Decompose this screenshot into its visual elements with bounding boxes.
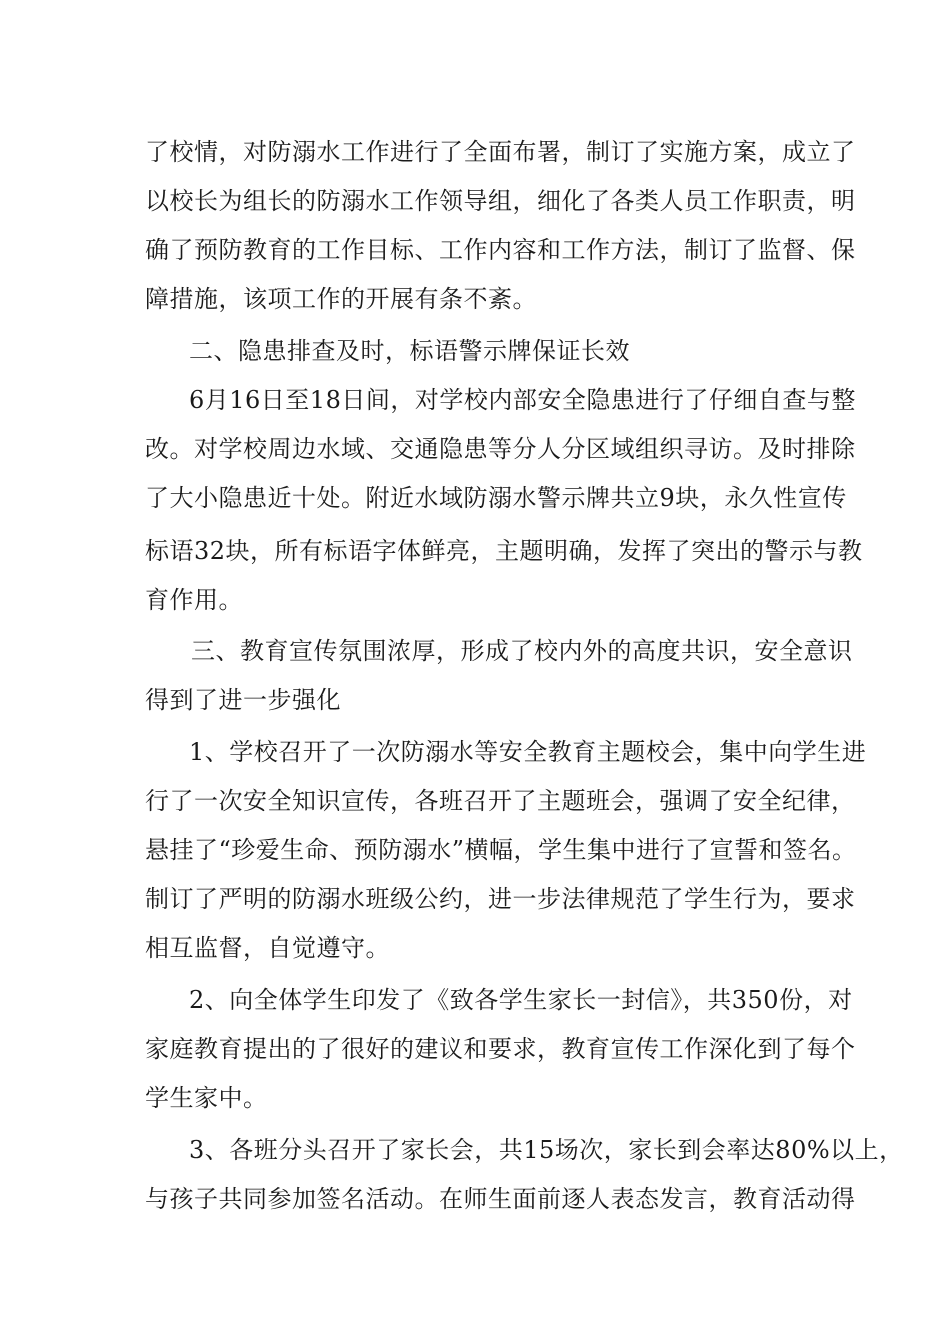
paragraph-line: 相互监督，自觉遵守。 <box>145 934 390 962</box>
paragraph-line: 学生家中。 <box>145 1084 268 1112</box>
section-heading: 二、隐患排查及时，标语警示牌保证长效 <box>189 337 630 365</box>
paragraph-line: 制订了严明的防溺水班级公约，进一步法律规范了学生行为，要求 <box>145 885 856 913</box>
paragraph-line: 3、各班分头召开了家长会，共15场次，家长到会率达80%以上， <box>189 1136 904 1164</box>
paragraph-line: 行了一次安全知识宣传，各班召开了主题班会，强调了安全纪律， <box>145 787 856 815</box>
paragraph-line: 育作用。 <box>145 586 243 614</box>
paragraph-line: 改。对学校周边水域、交通隐患等分人分区域组织寻访。及时排除 <box>145 435 856 463</box>
section-heading: 三、教育宣传氛围浓厚，形成了校内外的高度共识，安全意识 <box>191 637 853 665</box>
paragraph-line: 2、向全体学生印发了《致各学生家长一封信》，共350份，对 <box>189 986 853 1014</box>
paragraph-line: 了校情，对防溺水工作进行了全面布署，制订了实施方案，成立了 <box>145 138 856 166</box>
paragraph-line: 1、学校召开了一次防溺水等安全教育主题校会，集中向学生进 <box>189 738 867 766</box>
paragraph-line: 家庭教育提出的了很好的建议和要求，教育宣传工作深化到了每个 <box>145 1035 856 1063</box>
paragraph-line: 6月16日至18日间，对学校内部安全隐患进行了仔细自查与整 <box>189 386 856 414</box>
paragraph-line: 了大小隐患近十处。附近水域防溺水警示牌共立9块，永久性宣传 <box>145 484 847 512</box>
paragraph-line: 障措施，该项工作的开展有条不紊。 <box>145 285 537 313</box>
paragraph-line: 以校长为组长的防溺水工作领导组，细化了各类人员工作职责，明 <box>145 187 856 215</box>
paragraph-line: 标语32块，所有标语字体鲜亮，主题明确，发挥了突出的警示与教 <box>145 537 863 565</box>
section-heading: 得到了进一步强化 <box>145 686 341 714</box>
paragraph-line: 确了预防教育的工作目标、工作内容和工作方法，制订了监督、保 <box>145 236 856 264</box>
paragraph-line: 与孩子共同参加签名活动。在师生面前逐人表态发言，教育活动得 <box>145 1185 856 1213</box>
paragraph-line: 悬挂了“珍爱生命、预防溺水”横幅，学生集中进行了宣誓和签名。 <box>145 836 857 864</box>
